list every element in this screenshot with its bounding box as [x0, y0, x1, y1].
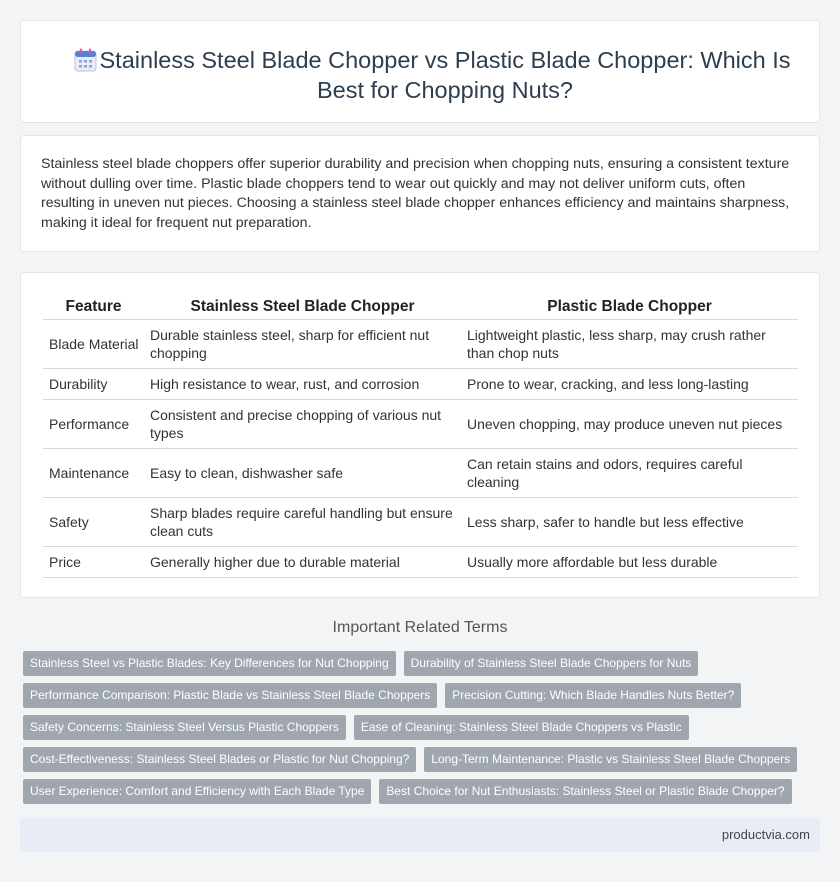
table-row [43, 497, 798, 546]
plastic-cell: Prone to wear, cracking, and less long-lasting [461, 368, 798, 399]
related-term-tag[interactable]: Safety Concerns: Stainless Steel Versus Plastic Choppers [23, 715, 346, 740]
tag-row [23, 779, 792, 804]
footer-site-link[interactable]: productvia.com [721, 827, 810, 842]
stainless-cell: High resistance to wear, rust, and corrosion [144, 368, 461, 399]
plastic-cell: Can retain stains and odors, requires careful cleaning [461, 448, 798, 497]
intro-card [20, 135, 820, 252]
stainless-cell: Generally higher due to durable material [144, 546, 461, 577]
tag-row [23, 715, 689, 740]
plastic-cell: Uneven chopping, may produce uneven nut pieces [461, 399, 798, 448]
table-header-row [43, 294, 798, 319]
tag-row [23, 651, 698, 676]
feature-cell: Price [43, 546, 144, 577]
table-row [43, 319, 798, 368]
related-term-tag[interactable]: Best Choice for Nut Enthusiasts: Stainless Steel or Plastic Blade Chopper? [379, 779, 791, 804]
table-row [43, 399, 798, 448]
plastic-cell: Less sharp, safer to handle but less effective [461, 497, 798, 546]
stainless-cell: Easy to clean, dishwasher safe [144, 448, 461, 497]
stainless-cell: Consistent and precise chopping of various nut types [144, 399, 461, 448]
table-row [43, 368, 798, 399]
page-title: Stainless Steel Blade Chopper vs Plastic Blade Chopper: Which Is Best for Chopping Nuts? [99, 47, 791, 103]
feature-cell: Maintenance [43, 448, 144, 497]
comparison-table [43, 294, 798, 578]
feature-cell: Performance [43, 399, 144, 448]
tag-row [23, 683, 741, 708]
related-term-tag[interactable]: Performance Comparison: Plastic Blade vs Stainless Steel Blade Choppers [23, 683, 437, 708]
table-row [43, 546, 798, 577]
title-card [20, 20, 820, 123]
feature-cell: Blade Material [43, 319, 144, 368]
related-term-tag[interactable]: User Experience: Comfort and Efficiency with Each Blade Type [23, 779, 371, 804]
tag-row [23, 747, 797, 772]
comparison-card [20, 272, 820, 598]
feature-cell: Durability [43, 368, 144, 399]
related-term-tag[interactable]: Stainless Steel vs Plastic Blades: Key Differences for Nut Chopping [23, 651, 396, 676]
related-term-tag[interactable]: Ease of Cleaning: Stainless Steel Blade Choppers vs Plastic [354, 715, 689, 740]
stainless-cell: Durable stainless steel, sharp for efficient nut chopping [144, 319, 461, 368]
related-terms-heading: Important Related Terms [332, 619, 508, 636]
plastic-cell: Usually more affordable but less durable [461, 546, 798, 577]
stainless-cell: Sharp blades require careful handling but ensure clean cuts [144, 497, 461, 546]
related-term-tag[interactable]: Long-Term Maintenance: Plastic vs Stainless Steel Blade Choppers [424, 747, 797, 772]
related-term-tag[interactable]: Precision Cutting: Which Blade Handles Nuts Better? [445, 683, 741, 708]
header-stainless: Stainless Steel Blade Chopper [144, 294, 461, 319]
related-term-tag[interactable]: Cost-Effectiveness: Stainless Steel Blades or Plastic for Nut Chopping? [23, 747, 416, 772]
footer [20, 818, 820, 852]
header-feature: Feature [43, 294, 144, 319]
plastic-cell: Lightweight plastic, less sharp, may crush rather than chop nuts [461, 319, 798, 368]
related-term-tag[interactable]: Durability of Stainless Steel Blade Choppers for Nuts [404, 651, 699, 676]
header-plastic: Plastic Blade Chopper [461, 294, 798, 319]
intro-paragraph: Stainless steel blade choppers offer superior durability and precision when chopping nuts, ensuring a consistent texture without dulling over time. Plastic blade choppers tend to wear out quickly and may not deliver uniform cuts, often resulting in uneven nut pieces. Choosing a stainless steel blade chopper enhances efficiency and maintains sharpness, making it ideal for frequent nut preparation. [41, 156, 790, 231]
table-row [43, 448, 798, 497]
feature-cell: Safety [43, 497, 144, 546]
